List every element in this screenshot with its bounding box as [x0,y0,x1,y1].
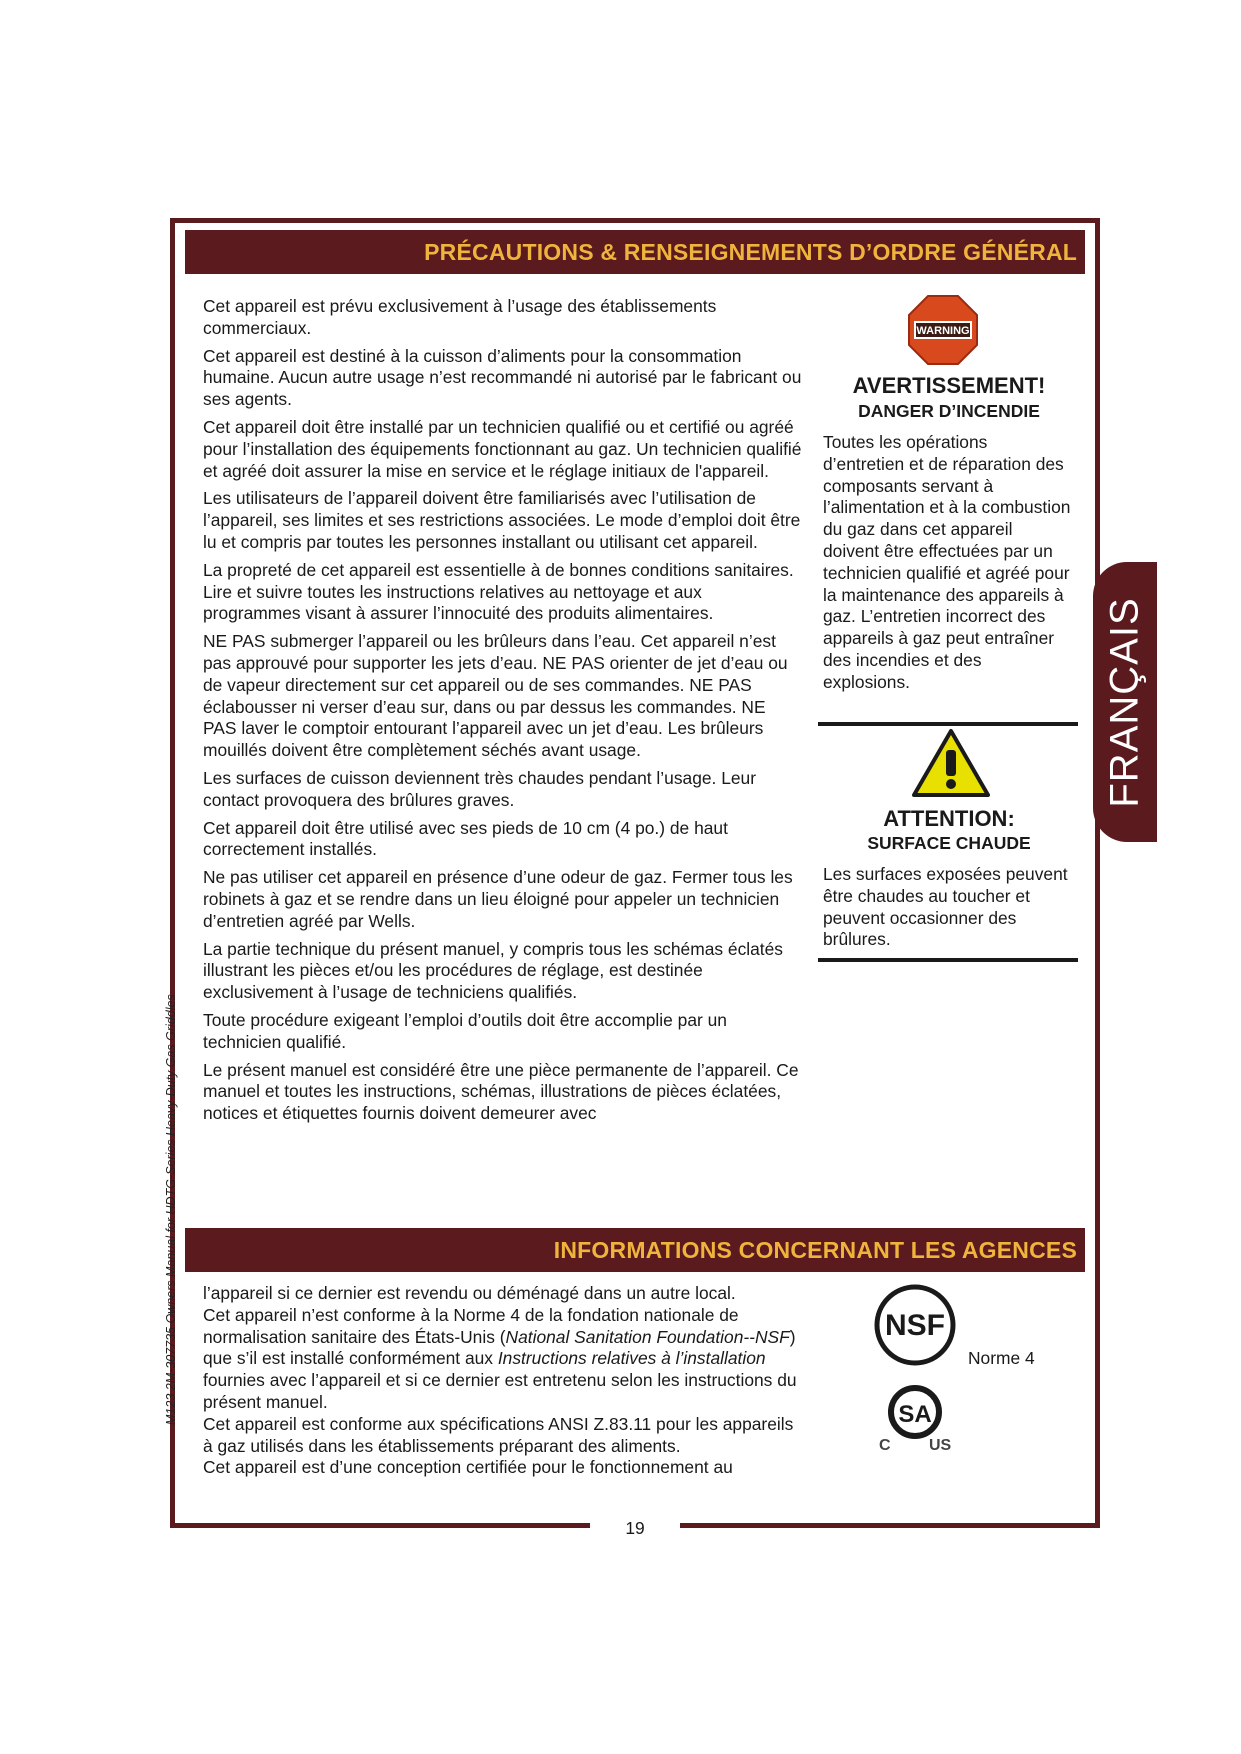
paragraph: Cet appareil est prévu exclusivement à l’usage des établissements commerciaux. [203,296,717,338]
text-run: Cet appareil n’est conforme à la Norme 4 de la fondation nationale de normalisation sanitaire des États-Unis ( [203,1304,739,1347]
manual-reference: M123 2M-307735 Owners Manual for HDTG-Series Heavy-Duty Gas Griddles [164,994,178,1425]
italic-run: Instructions relatives à l’installation [497,1348,766,1369]
warning-body: Toutes les opérations d’entretien et de réparation des composants servant à l’alimentation et à la combustion du gaz dans cet appareil doivent être effectuées par un technicien qualifié et agréé pour la maintenance des appareils à gaz. L’entretien incorrect des appareils à gaz peut entraîner des incendies et des explosions. [823,432,1071,692]
paragraph: Toute procédure exigeant l’emploi d’outils doit être accomplie par un technicien qualifié. [203,1009,727,1052]
nsf-logo-text: NSF [885,1309,945,1342]
attention-title: ATTENTION: [883,806,1015,831]
paragraph: Cet appareil est d’une conception certifiée pour le fonctionnement au [203,1457,733,1478]
paragraph: Les surfaces de cuisson deviennent très chaudes pendant l’usage. Leur contact provoquera des brûlures graves. [203,767,757,810]
svg-text:SA: SA [898,1401,932,1428]
csa-c-text: C [879,1437,891,1454]
agencies-body [203,1283,803,1479]
section-header-agencies: INFORMATIONS CONCERNANT LES AGENCES [185,1228,1085,1272]
csa-logo-icon [873,1382,957,1454]
attention-body: Les surfaces exposées peuvent être chaudes au toucher et peuvent occasionner des brûlures. [823,864,1068,950]
paragraph: NE PAS submerger l’appareil ou les brûleurs dans l’eau. Cet appareil n’est pas approuvé pour supporter les jets d’eau. NE PAS orienter de jet d’eau ou de vapeur directement sur cet appareil ou de ses commandes. NE PAS éclabousser ni verser d’eau sur, dans ou par dessus les commandes. NE PAS laver le comptoir entourant l’appareil avec un jet d’eau. Les brûleurs mouillés doivent être complètement séchés avant usage. [203,631,788,761]
text-run: fournies avec l’appareil et si ce dernier est entretenu selon les instructions du présent manuel. [203,1370,797,1412]
page-number: 19 [600,1518,670,1539]
warning-subtitle: DANGER D’INCENDIE [858,401,1040,421]
paragraph: Les utilisateurs de l’appareil doivent être familiarisés avec l’utilisation de l’appareil, ses limites et ses restrictions associées. Le mode d’emploi doit être lu et compris par toutes les personnes installant ou utilisant cet appareil. [203,488,801,552]
paragraph: Cet appareil est conforme aux spécifications ANSI Z.83.11 pour les appareils à gaz utilisés dans les établissements préparant des aliments. [203,1413,794,1456]
paragraph: Le présent manuel est considéré être une pièce permanente de l’appareil. Ce manuel et toutes les instructions, schémas, illustrations de pièces éclatées, notices et étiquettes fournis doivent demeurer avec [203,1059,799,1124]
paragraph [203,1305,803,1414]
paragraph: Cet appareil doit être utilisé avec ses pieds de 10 cm (4 po.) de haut correctement installés. [203,817,728,860]
paragraph: La partie technique du présent manuel, y compris tous les schémas éclatés illustrant les pièces et/ou les procédures de réglage, est destinée exclusivement à l’usage de techniciens qualifiés. [203,938,783,1003]
language-tab-text: FRANÇAIS [1102,596,1147,808]
section-header-precautions: PRÉCAUTIONS & RENSEIGNEMENTS D’ORDRE GÉNÉRAL [185,230,1085,274]
csa-us-text: US [929,1437,952,1454]
divider [818,958,1078,962]
attention-subtitle: SURFACE CHAUDE [867,833,1031,853]
paragraph: l’appareil si ce dernier est revendu ou déménagé dans un autre local. [203,1283,736,1303]
nsf-logo-icon [873,1283,957,1367]
paragraph: Ne pas utiliser cet appareil en présence d’une odeur de gaz. Fermer tous les robinets à gaz et se rendre dans un lieu éloigné pour appeler un technicien d’entretien agréé par Wells. [203,867,793,931]
caution-triangle-icon [911,728,991,798]
warning-octagon-icon [907,294,979,366]
warning-title: AVERTISSEMENT! [852,373,1046,398]
divider [818,722,1078,726]
paragraph: Cet appareil est destiné à la cuisson d’aliments pour la consommation humaine. Aucun autre usage n’est recommandé ni autorisé par le fabricant ou ses agents. [203,345,802,410]
text-run: ) que s’il est installé conformément aux [203,1326,796,1369]
warning-sign-text: WARNING [916,325,970,337]
paragraph: La propreté de cet appareil est essentielle à de bonnes conditions sanitaires. Lire et suivre toutes les instructions relatives au nettoyage et aux programmes visant à assurer l’innocuité des produits alimentaires. [203,559,794,624]
language-tab-label [1093,562,1157,842]
norme-label: Norme 4 [968,1348,1035,1368]
italic-run: National Sanitation Foundation--NSF [505,1326,790,1347]
precautions-body [203,296,803,1220]
paragraph: Cet appareil doit être installé par un technicien qualifié ou et certifié ou agréé pour l’installation des équipements fonctionnant au gaz. Un technicien qualifié et agréé doit assurer la mise en service et le réglage initiaux de l'appareil. [203,416,802,481]
